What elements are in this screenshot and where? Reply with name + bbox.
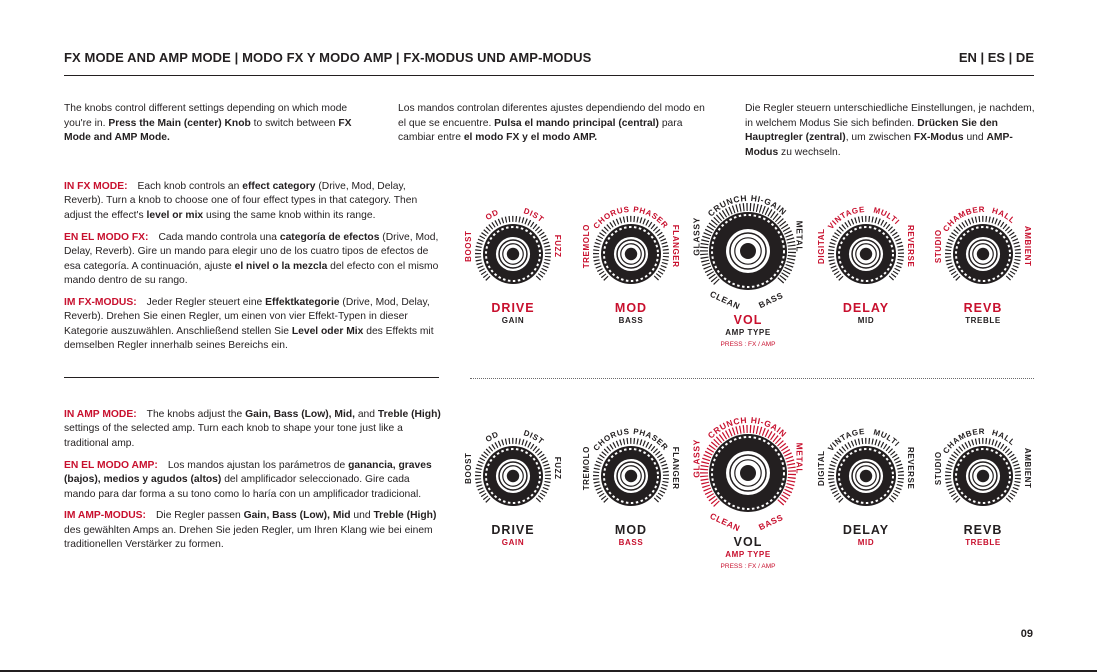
effect-type-label: DIST: [522, 206, 546, 225]
effect-type-label: TREMOLO: [581, 446, 591, 491]
body-text: del amplificador seleccionado. Gire cada mando para dar forma a su tono como lo haría con un amplificador tradicional.: [64, 474, 422, 500]
effect-type-label: FLANGER: [671, 446, 681, 490]
knob-center-dot: [507, 470, 519, 482]
knob-sub-label: BASS: [618, 316, 644, 325]
knob-drive[interactable]: [464, 206, 562, 325]
bold-text: Treble (High): [377, 409, 441, 420]
effect-type-label: FUZZ: [553, 456, 563, 480]
effect-type-label: CRUNCH: [705, 192, 748, 219]
body-text: (Drive, Mod, Delay, Reverb). Gire un mando para elegir uno de los cuatro tipos de efectos de esa categoría. A continuación, ajuste: [64, 231, 439, 272]
effect-type-label: CRUNCH: [705, 414, 748, 441]
knob-name: REVB: [963, 301, 1003, 315]
knob-name: DELAY: [842, 301, 890, 315]
body-text: des gewählten Amps an. Drehen Sie jeden Regler, um Ihren Klang wie bei einem traditionellen Verstärker zu formen.: [64, 524, 433, 551]
bold-text: categoría de efectos: [279, 231, 380, 243]
bold-text: Effektkategorie: [265, 296, 340, 308]
amp-mode-section: [64, 408, 442, 560]
knob-center-dot: [740, 465, 756, 481]
knob-name: VOL: [733, 313, 763, 327]
mode-label: EN EL MODO AMP:: [64, 459, 158, 471]
header-rule: [64, 75, 1034, 76]
effect-type-label: HI-GAIN: [750, 192, 789, 218]
bold-text: FX-Modus: [913, 132, 964, 143]
mode-label: IN FX MODE:: [64, 181, 128, 192]
bold-text: Drücken Sie den Hauptregler (zentral): [745, 117, 998, 143]
fx-mode-section: [64, 180, 442, 361]
bold-text: ganancia, graves (bajos), medios y agudos (altos): [64, 459, 432, 486]
body-text: and: [354, 409, 378, 420]
knob-mod[interactable]: [582, 205, 680, 325]
body-text: Each knob controls an: [137, 181, 243, 192]
effect-type-label: BASS: [756, 290, 785, 311]
section-divider: [64, 377, 439, 378]
knob-center-dot: [507, 248, 519, 260]
body-text: des Effekts mit demselben Regler innerhalb seines Bereichs ein.: [64, 325, 434, 352]
mode-label: IM AMP-MODUS:: [64, 510, 146, 522]
effect-type-label: CHAMBER: [941, 204, 986, 234]
body-text: Cada mando controla una: [158, 231, 280, 243]
knob-sub-label: GAIN: [501, 538, 525, 547]
knob-center-dot: [740, 243, 756, 259]
page-title: FX MODE AND AMP MODE | MODO FX Y MODO AMP | FX-MODUS UND AMP-MODUS: [64, 50, 592, 65]
effect-type-label: STUDIO: [933, 229, 943, 264]
knob-sub-label: MID: [857, 538, 875, 547]
effect-type-label: DIGITAL: [816, 450, 826, 487]
effect-type-label: CHAMBER: [941, 426, 986, 456]
effect-type-label: FLANGER: [671, 224, 681, 268]
effect-type-label: PHASER: [632, 426, 671, 453]
knob-center-dot: [977, 248, 989, 260]
bold-text: Gain, Bass (Low), Mid,: [245, 409, 355, 420]
effect-type-label: FUZZ: [553, 234, 563, 258]
mode-paragraph: [64, 509, 442, 552]
effect-type-label: AMBIENT: [1023, 225, 1033, 267]
body-text: para cambiar entre: [398, 117, 683, 143]
body-text: (Drive, Mod, Delay, Reverb). Drehen Sie einen Regler, um einen von vier Effekt-Typen in dieser Kategorie auszuwählen. Anschließend stellen Sie: [64, 296, 430, 337]
knob-revb[interactable]: [934, 427, 1032, 547]
effect-type-label: GLASSY: [691, 217, 702, 256]
body-text: settings of the selected amp. Turn each knob to shape your tone just like a traditional amp.: [64, 423, 403, 449]
bold-text: Press the Main (center) Knob: [108, 117, 251, 129]
knob-center-dot: [625, 470, 637, 482]
body-text: using the same knob within its range.: [203, 209, 376, 221]
knob-mod[interactable]: [582, 427, 680, 547]
mode-label: IM FX-MODUS:: [64, 296, 137, 308]
knob-sub-label: AMP TYPE: [725, 550, 771, 559]
body-text: und: [350, 510, 374, 522]
effect-type-label: HALL: [991, 427, 1017, 448]
knob-sub-label: AMP TYPE: [725, 328, 771, 337]
press-hint: PRESS : FX / AMP: [720, 341, 776, 348]
effect-type-label: HI-GAIN: [750, 414, 789, 440]
press-hint: PRESS : FX / AMP: [720, 563, 776, 570]
fx-mode-knobs: [458, 190, 1048, 390]
language-codes: EN | ES | DE: [958, 50, 1034, 65]
effect-type-label: HALL: [991, 205, 1017, 226]
knob-center-dot: [860, 248, 872, 260]
effect-type-label: GLASSY: [691, 439, 702, 478]
effect-type-label: CHORUS: [591, 426, 630, 453]
bold-text: Pulsa el mando principal (central): [494, 117, 659, 129]
body-text: und: [963, 132, 987, 143]
knob-row-graphic: [458, 190, 1048, 390]
knob-name: MOD: [614, 301, 648, 315]
body-text: The knobs adjust the: [146, 409, 246, 420]
intro-de: [745, 102, 1040, 160]
bold-text: Level oder Mix: [291, 325, 364, 337]
effect-type-label: BASS: [756, 512, 785, 533]
effect-type-label: STUDIO: [933, 451, 943, 486]
effect-type-label: BOOST: [463, 230, 473, 262]
knob-center-dot: [977, 470, 989, 482]
effect-type-label: OD: [483, 207, 501, 223]
effect-type-label: DIGITAL: [816, 228, 826, 265]
effect-type-label: METAL: [794, 220, 805, 253]
mode-label: EN EL MODO FX:: [64, 231, 149, 243]
knob-sub-label: BASS: [618, 538, 644, 547]
effect-type-label: BOOST: [463, 452, 473, 484]
body-text: , um zwischen: [845, 132, 914, 143]
knob-name: DELAY: [842, 523, 890, 537]
knob-row-graphic: [458, 412, 1048, 612]
mode-paragraph: [64, 231, 442, 289]
knob-center-dot: [625, 248, 637, 260]
mode-label: IN AMP MODE:: [64, 409, 137, 420]
effect-type-label: METAL: [794, 442, 805, 475]
body-text: Los mandos controlan diferentes ajustes dependiendo del modo en el que se encuentre.: [398, 103, 705, 129]
effect-type-label: REVERSE: [906, 224, 916, 268]
bold-text: Gain, Bass (Low), Mid: [243, 510, 351, 522]
intro-en: [64, 102, 374, 146]
bold-text: el nivel o la mezcla: [234, 260, 328, 272]
effect-type-label: MULTI: [872, 427, 902, 449]
mode-paragraph: [64, 180, 442, 223]
body-text: zu wechseln.: [778, 146, 841, 158]
effect-type-label: VINTAGE: [826, 426, 866, 454]
knob-name: MOD: [614, 523, 648, 537]
effect-type-label: DIST: [522, 428, 546, 447]
body-text: Die Regler steuern unterschiedliche Einstellungen, je nachdem, in welchem Modus Sie sich befinden.: [745, 103, 1035, 129]
knob-sub-label: TREBLE: [965, 316, 1001, 325]
effect-type-label: MULTI: [872, 205, 902, 227]
mode-paragraph: [64, 296, 442, 354]
effect-type-label: TREMOLO: [581, 224, 591, 269]
knob-name: VOL: [733, 535, 763, 549]
bold-text: effect category: [242, 181, 316, 192]
knob-name: REVB: [963, 523, 1003, 537]
effect-type-label: AMBIENT: [1023, 447, 1033, 489]
mode-paragraph: [64, 408, 442, 451]
knob-drive[interactable]: [464, 428, 562, 547]
effect-type-label: REVERSE: [906, 446, 916, 490]
body-text: Die Regler passen: [155, 510, 244, 522]
knob-vol[interactable]: [691, 193, 804, 348]
page-number: 09: [1020, 628, 1033, 640]
amp-mode-knobs: [458, 412, 1048, 612]
effect-type-label: VINTAGE: [826, 204, 866, 232]
intro-es: [398, 102, 713, 146]
body-text: to switch between: [250, 117, 339, 129]
effect-type-label: CHORUS: [591, 204, 630, 231]
knob-sub-label: MID: [857, 316, 875, 325]
effect-type-label: OD: [483, 429, 501, 445]
knob-sub-label: GAIN: [501, 316, 525, 325]
bold-text: AMP-Modus: [745, 132, 1013, 158]
effect-type-label: CLEAN: [708, 288, 742, 312]
knob-center-dot: [860, 470, 872, 482]
bold-text: el modo FX y el modo AMP.: [463, 132, 598, 143]
knob-name: DRIVE: [491, 301, 535, 315]
body-text: del efecto con el mismo mando dentro de su rango.: [64, 260, 439, 286]
knob-delay[interactable]: [817, 205, 915, 325]
knob-delay[interactable]: [817, 427, 915, 547]
effect-type-label: CLEAN: [708, 510, 742, 534]
knob-name: DRIVE: [491, 523, 535, 537]
knob-revb[interactable]: [934, 205, 1032, 325]
body-text: Los mandos ajustan los parámetros de: [167, 459, 349, 471]
body-text: Jeder Regler steuert eine: [146, 296, 266, 308]
knob-sub-label: TREBLE: [965, 538, 1001, 547]
knob-vol[interactable]: [691, 415, 804, 570]
effect-type-label: PHASER: [632, 204, 671, 231]
mode-paragraph: [64, 459, 442, 502]
body-text: (Drive, Mod, Delay, Reverb). Turn a knob to choose one of four effect types in that category. Then adjust the effect's: [64, 181, 418, 221]
body-text: The knobs control different settings depending on which mode you're in.: [64, 103, 348, 129]
bold-text: Treble (High): [373, 510, 437, 522]
bold-text: level or mix: [146, 209, 204, 221]
bold-text: FX Mode and AMP Mode.: [64, 117, 352, 143]
